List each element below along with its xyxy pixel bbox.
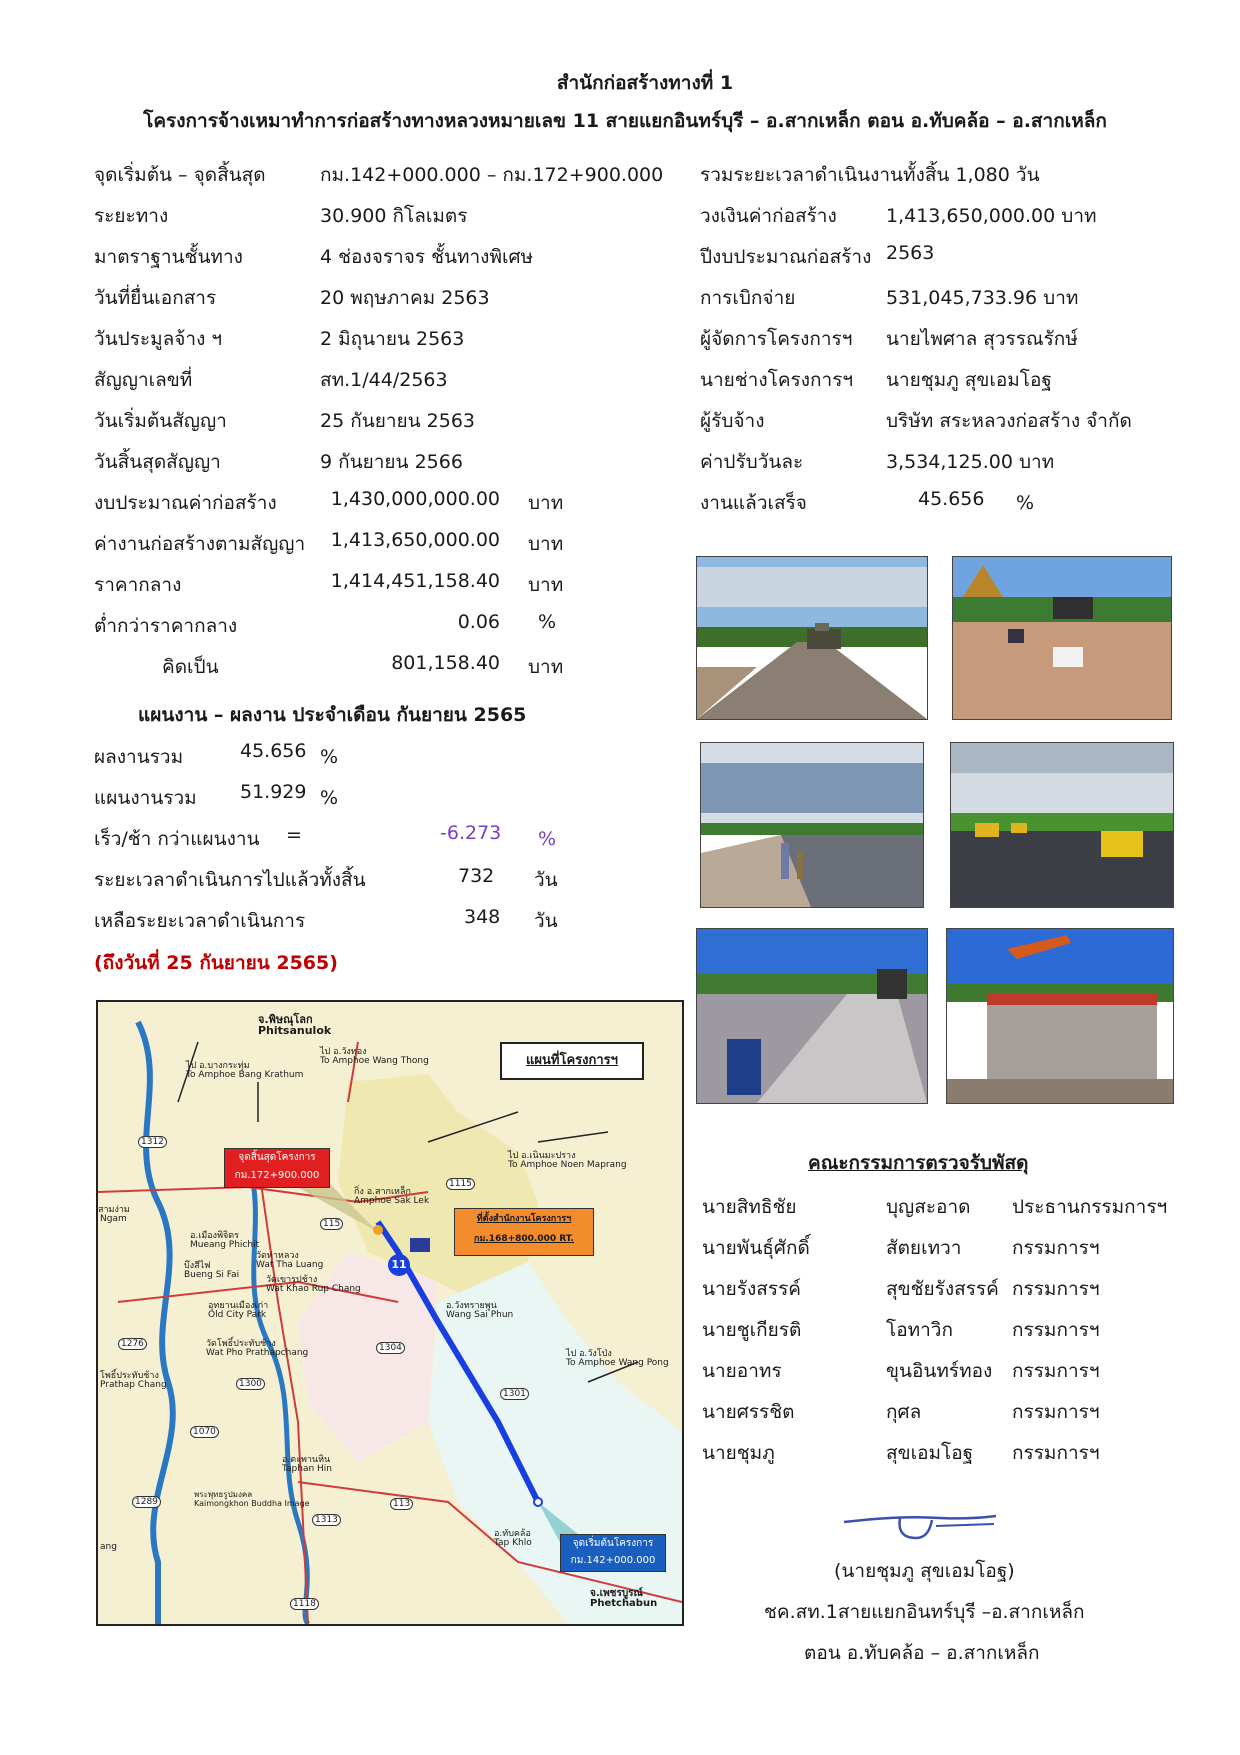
start-end-label: จุดเริ่มต้น – จุดสิ้นสุด [94,164,266,186]
start-end-value: กม.142+000.000 – กม.172+900.000 [320,164,664,186]
map-label-noen-maprang-en: To Amphoe Noen Maprang [508,1160,627,1170]
contractor-value: บริษัท สระหลวงก่อสร้าง จำกัด [886,410,1132,432]
project-manager-value: นายไพศาล สุวรรณรักษ์ [886,328,1078,350]
contract-amount-label: วงเงินค่าก่อสร้าง [700,205,837,227]
map-label-wang-pong-en: To Amphoe Wang Pong [566,1358,669,1368]
contract-start-value: 25 กันยายน 2563 [320,410,476,432]
as-of-date: (ถึงวันที่ 25 กันยายน 2565) [94,952,338,974]
signature-mark [840,1504,1000,1544]
map-label-wang-pong-th: ไป อ.วังโป่ง [566,1349,612,1359]
contract-start-label: วันเริ่มต้นสัญญา [94,410,227,432]
budget-unit: บาท [528,492,564,514]
member-first-name: นายชุมภู [702,1442,775,1464]
actual-unit: % [320,746,339,768]
paving-photo [950,742,1174,908]
contract-end-label: วันสิ้นสุดสัญญา [94,451,221,473]
duration-label: รวมระยะเวลาดำเนินงานทั้งสิ้น 1,080 วัน [700,164,1040,186]
member-last-name: สุขชัยรังสรรค์ [886,1278,999,1300]
member-role: กรรมการฯ [1012,1401,1100,1423]
member-role: กรรมการฯ [1012,1360,1100,1382]
map-label-prathap-chang-en: Prathap Chang [100,1380,167,1390]
route-1115-badge: 1115 [446,1178,475,1190]
amount-label: คิดเป็น [162,656,219,678]
standard-label: มาตราฐานชั้นทาง [94,246,243,268]
map-label-sak-lek-th: กิ่ง อ.สากเหล็ก [354,1187,411,1197]
member-last-name: ขุนอินทร์ทอง [886,1360,993,1382]
member-last-name: โอทาวิก [886,1319,953,1341]
member-last-name: กุศล [886,1401,922,1423]
distance-label: ระยะทาง [94,205,169,227]
map-label-noen-maprang-th: ไป อ.เนินมะปราง [508,1151,576,1161]
map-label-prathap-chang-th: โพธิ์ประทับช้าง [100,1371,159,1381]
member-role: กรรมการฯ [1012,1319,1100,1341]
route-113-badge: 113 [390,1498,413,1510]
route-1312-badge: 1312 [138,1136,167,1148]
map-label-phichit-en: Mueang Phichit [190,1240,260,1250]
map-label-tap-khlo-th: อ.ทับคล้อ [494,1529,531,1539]
map-start-box [560,1534,666,1572]
structure-photo [946,928,1174,1104]
project-engineer-value: นายชุมภู สุขเอมโอฐ [886,369,1052,391]
fiscal-year-value: 2563 [886,242,935,264]
surveying-photo [700,742,924,908]
map-label-taphan-hin-en: Taphan Hin [282,1464,332,1474]
median-price-label: ราคากลาง [94,574,182,596]
map-label-tha-luang-en: Wat Tha Luang [256,1260,324,1270]
plan-unit: % [320,787,339,809]
below-median-label: ต่ำกว่าราคากลาง [94,615,238,637]
map-label-wang-thong-th: ไป อ.วังทอง [320,1047,367,1057]
route-1304-badge: 1304 [376,1342,405,1354]
route-1289-badge: 1289 [132,1496,161,1508]
member-first-name: นายศรรชิต [702,1401,795,1423]
member-role: กรรมการฯ [1012,1278,1100,1300]
route-1300-badge: 1300 [236,1378,265,1390]
map-label-bueng-si-fai-en: Bueng Si Fai [184,1270,240,1280]
bid-date-value: 2 มิถุนายน 2563 [320,328,465,350]
map-title: แผนที่โครงการฯ [500,1042,644,1080]
diff-unit: % [538,828,557,850]
route-1313-badge: 1313 [312,1514,341,1526]
member-role: กรรมการฯ [1012,1442,1100,1464]
signer-position-line2: ตอน อ.ทับคล้อ – อ.สากเหล็ก [804,1642,1040,1664]
map-label-sak-lek-en: Amphoe Sak Lek [354,1196,430,1206]
diff-equals: = [286,824,302,846]
rebar-work-photo [696,928,928,1104]
daily-fine-label: ค่าปรับวันละ [700,451,804,473]
project-map [96,1000,684,1626]
project-manager-label: ผู้จัดการโครงการฯ [700,328,853,350]
budget-label: งบประมาณค่าก่อสร้าง [94,492,277,514]
office-title: สำนักก่อสร้างทางที่ 1 [556,72,734,94]
map-top-city-th: จ.พิษณุโลก [258,1013,313,1026]
map-label-wat-pho-en: Wat Pho Prathapchang [206,1348,309,1358]
map-label-taphan-hin-th: อ.ตะพานหิน [282,1455,331,1465]
route-1276-badge: 1276 [118,1338,147,1350]
elapsed-value: 732 [458,865,495,887]
bid-date-label: วันประมูลจ้าง ฯ [94,328,223,350]
member-first-name: นายรังสรรค์ [702,1278,801,1300]
fiscal-year-label: ปีงบประมาณก่อสร้าง [700,246,872,268]
below-median-unit: % [538,611,557,633]
member-last-name: บุญสะอาด [886,1196,971,1218]
disbursement-label: การเบิกจ่าย [700,287,796,309]
elapsed-unit: วัน [534,869,558,891]
contract-no-label: สัญญาเลขที่ [94,369,193,391]
member-first-name: นายอาทร [702,1360,782,1382]
route-1070-badge: 1070 [190,1426,219,1438]
diff-value: -6.273 [440,822,502,844]
standard-value: 4 ช่องจราจร ชั้นทางพิเศษ [320,246,534,268]
amount-value: 801,158.40 [391,652,500,674]
contract-end-value: 9 กันยายน 2566 [320,451,463,473]
map-label-bang-krathum-th: ไป อ.บางกระทุ่ม [186,1061,250,1071]
member-role: กรรมการฯ [1012,1237,1100,1259]
map-label-bueng-si-fai-th: บึงสีไฟ [184,1261,211,1271]
map-label-tha-luang-th: วัดท่าหลวง [256,1251,299,1261]
map-label-wat-pho-th: วัดโพธิ์ประทับช้าง [206,1339,276,1349]
map-label-bang-krathum-en: To Amphoe Bang Krathum [186,1070,304,1080]
signer-name: (นายชุมภู สุขเอมโอฐ) [834,1560,1015,1582]
map-office-box-line2: กม.168+800.000 RT. [474,1234,574,1244]
doc-date-value: 20 พฤษภาคม 2563 [320,287,490,309]
median-price-value: 1,414,451,158.40 [330,570,500,592]
map-end-box [224,1148,330,1188]
completed-label: งานแล้วเสร็จ [700,492,807,514]
plan-label: แผนงานรวม [94,787,197,809]
plan-value: 51.929 [240,781,307,803]
map-start-box-line2: กม.142+000.000 [570,1555,656,1566]
actual-label: ผลงานรวม [94,746,184,768]
road-grader-photo [696,556,928,720]
map-label-wang-thong-en: To Amphoe Wang Thong [320,1056,429,1066]
project-title: โครงการจ้างเหมาทำการก่อสร้างทางหลวงหมายเลข 11 สายแยกอินทร์บุรี – อ.สากเหล็ก ตอน อ.ทับคล้อ – อ.สากเหล็ก [143,110,1107,132]
map-start-box-line1: จุดเริ่มต้นโครงการ [572,1538,654,1549]
disbursement-value: 531,045,733.96 บาท [886,287,1079,309]
map-label-sam-ngam-th: สามง่าม [98,1205,130,1215]
completed-unit: % [1016,492,1035,514]
map-label-khao-rup-chang-th: วัดเขารูปช้าง [266,1275,318,1285]
map-label-buddha-en: Kaimongkhon Buddha Image [194,1499,310,1508]
map-label-wang-sai-phun-en: Wang Sai Phun [446,1310,514,1320]
map-label-khao-rup-chang-en: Wat Khao Rup Chang [266,1284,361,1294]
map-end-box-line1: จุดสิ้นสุดโครงการ [238,1152,316,1163]
contract-amount-value: 1,413,650,000.00 บาท [886,205,1097,227]
signer-position-line1: ชค.สท.1สายแยกอินทร์บุรี –อ.สากเหล็ก [764,1601,1085,1623]
member-first-name: นายสิทธิชัย [702,1196,797,1218]
map-label-ang: ang [100,1542,117,1552]
map-label-buddha-th: พระพุทธรูปมงคล [194,1490,253,1499]
contract-price-unit: บาท [528,533,564,555]
contract-no-value: สท.1/44/2563 [320,369,448,391]
route-11-shield: 11 [388,1254,410,1276]
completed-value: 45.656 [918,488,985,510]
remain-label: เหลือระยะเวลาดำเนินการ [94,910,306,932]
map-label-phetchabun-th: จ.เพชรบูรณ์ [590,1588,643,1599]
diff-label: เร็ว/ช้า กว่าแผนงาน [94,828,260,850]
median-price-unit: บาท [528,574,564,596]
map-label-phetchabun-en: Phetchabun [590,1598,658,1609]
map-label-wang-sai-phun-th: อ.วังทรายพูน [446,1301,497,1311]
route-1301-badge: 1301 [500,1388,529,1400]
member-role: ประธานกรรมการฯ [1012,1196,1168,1218]
map-label-old-city-th: อุทยานเมืองเก่า [208,1301,269,1311]
map-label-phichit-th: อ.เมืองพิจิตร [190,1231,239,1241]
route-115-badge: 115 [320,1218,343,1230]
committee-title: คณะกรรมการตรวจรับพัสดุ [808,1152,1029,1174]
contract-price-value: 1,413,650,000.00 [330,529,500,551]
map-label-ngam-en: Ngam [100,1214,127,1224]
map-top-city-en: Phitsanulok [258,1024,332,1037]
member-last-name: สุขเอมโอฐ [886,1442,974,1464]
elapsed-label: ระยะเวลาดำเนินการไปแล้วทั้งสิ้น [94,869,366,891]
actual-value: 45.656 [240,740,307,762]
remain-unit: วัน [534,910,558,932]
amount-unit: บาท [528,656,564,678]
map-office-box-line1: ที่ตั้งสำนักงานโครงการฯ [476,1214,572,1224]
distance-value: 30.900 กิโลเมตร [320,205,468,227]
daily-fine-value: 3,534,125.00 บาท [886,451,1055,473]
progress-title: แผนงาน – ผลงาน ประจำเดือน กันยายน 2565 [138,704,527,726]
project-engineer-label: นายช่างโครงการฯ [700,369,854,391]
remain-value: 348 [464,906,501,928]
budget-value: 1,430,000,000.00 [330,488,500,510]
member-first-name: นายชูเกียรติ [702,1319,802,1341]
member-first-name: นายพันธุ์ศักดิ์ [702,1237,810,1259]
below-median-value: 0.06 [457,611,500,633]
contractor-label: ผู้รับจ้าง [700,410,765,432]
map-office-box [454,1208,594,1256]
member-last-name: สัตยเทวา [886,1237,962,1259]
map-end-box-line2: กม.172+900.000 [234,1170,320,1181]
map-label-old-city-en: Old City Park [208,1310,267,1320]
route-1118-badge: 1118 [290,1598,319,1610]
doc-date-label: วันที่ยื่นเอกสาร [94,287,217,309]
site-survey-photo [952,556,1172,720]
contract-price-label: ค่างานก่อสร้างตามสัญญา [94,533,306,555]
map-label-tap-khlo-en: Tap Khlo [494,1538,532,1548]
